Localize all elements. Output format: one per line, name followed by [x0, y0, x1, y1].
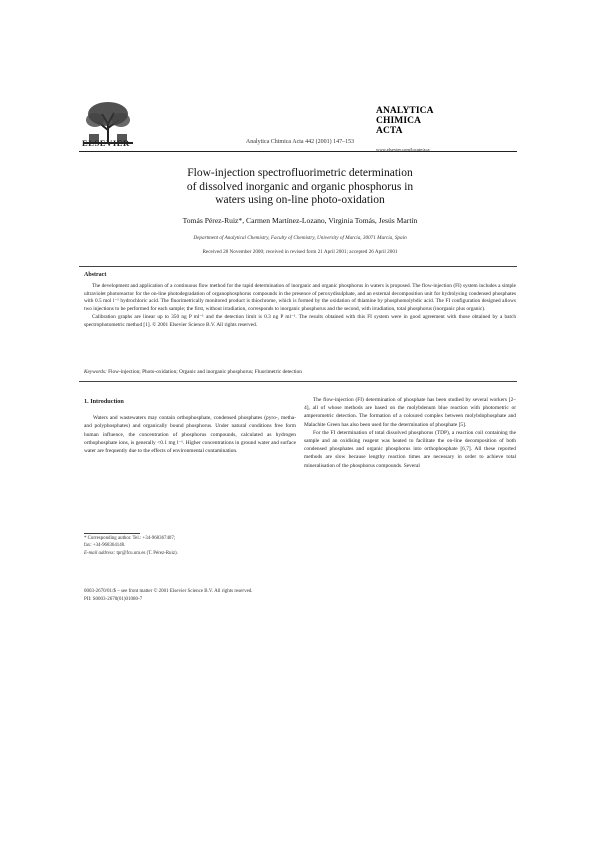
abstract-body — [84, 283, 516, 329]
journal-logo-line: ACTA — [376, 126, 403, 136]
header-rule — [79, 151, 517, 152]
footnotes — [84, 535, 296, 557]
section-heading-introduction: 1. Introduction — [84, 398, 124, 405]
front-matter-info — [84, 588, 253, 603]
title-line: Flow-injection spectrofluorimetric determination — [187, 167, 413, 179]
footnote-email — [84, 550, 296, 557]
title-line: waters using on-line photo-oxidation — [215, 194, 385, 206]
journal-logo-line: ANALYTICA — [376, 106, 434, 116]
email-value[interactable]: tpr@fcu.um.es (T. Pérez-Ruiz). — [116, 550, 178, 556]
abstract-heading: Abstract — [84, 272, 107, 278]
journal-url-link[interactable]: www.elsevier.com/locate/aca — [376, 147, 430, 152]
article-dates: Received 28 November 2000; received in revised form 21 April 2001; accepted 26 April 2001 — [202, 249, 398, 255]
left-column — [84, 398, 296, 455]
publisher-name: ELSEVIER — [82, 138, 130, 148]
journal-citation: Analytica Chimica Acta 442 (2001) 147–153 — [245, 139, 355, 145]
body-paragraph: For the FI determination of total dissolved phosphorus (TDP), a reaction coil containing the sample and an oxidising reagent was heated to facilitate the on-line decomposition of both condensed phosphates and organic phosphorus into orthophosphate [6,7]. All these reported methods are slow because lengthy reaction times are necessary in order to achieve total mineralisation of the phosphorus compounds. Several — [304, 429, 516, 469]
article-title — [90, 167, 510, 208]
journal-logo-block — [376, 106, 434, 152]
body-paragraph: Waters and wastewaters may contain orthophosphate, condensed phosphates (pyro-, metha- and polyphosphates) and organically bound phosphorus. Under natural conditions free form human influence, the concentration of phosphorus compounds, calculated as hydrogen orthophosphate ions, is generally <0.1 mg l⁻¹. Higher concentrations in ground water and surface water are frequently due to the effects of environmental contamination. — [84, 415, 296, 455]
right-column — [304, 396, 516, 470]
footnote-rule — [84, 533, 140, 534]
author-affiliation: Department of Analytical Chemistry, Faculty of Chemistry, University of Murcia, 30071 Murcia, Spain — [193, 235, 407, 241]
pii-line: PII: S0003-2670(01)01080-7 — [84, 596, 143, 602]
journal-logo-line: CHIMICA — [376, 116, 422, 126]
footnote-corresponding: * Corresponding author. Tel.: +34-968367407; — [84, 536, 176, 541]
body-paragraph: The flow-injection (FI) determination of phosphate has been studied by several workers [2–4], all of whose methods are based on the molybdenum blue reaction with photometric or amperometric detection. The formation of a coloured complex between molybdophosphate and Malachite Green has also been used for the determination of phosphate [5]. — [304, 397, 516, 428]
email-label: E-mail address: — [84, 550, 116, 556]
author-list: Tomás Pérez-Ruiz*, Carmen Martínez-Lozano, Virginia Tomás, Jesús Martín — [182, 216, 418, 225]
keywords-values: Flow-injection; Photo-oxidation; Organic and inorganic phosphorus; Fluorimetric detection — [108, 369, 302, 375]
keywords-rule — [79, 381, 517, 382]
abstract-paragraph: Calibration graphs are linear up to 350 ng P ml⁻¹ and the detection limit is 0.3 ng P ml⁻¹. The results obtained with this FI system were in good agreement with those obtained by a batch spectrophotometric method [1]. © 2001 Elsevier Science B.V. All rights reserved. — [84, 313, 516, 328]
abstract-top-rule — [79, 266, 517, 267]
issn-line: 0003-2670/01/$ – see front matter © 2001 Elsevier Science B.V. All rights reserved. — [84, 589, 253, 594]
keywords-line — [84, 369, 516, 375]
footnote-fax: fax: +34-968364148. — [84, 543, 126, 549]
title-line: of dissolved inorganic and organic phosphorus in — [186, 180, 414, 193]
abstract-paragraph: The development and application of a continuous flow method for the rapid determination of inorganic and organic phosphorus in waters is proposed. The flow-injection (FI) system includes a simple ultraviolet photoreactor for the on-line photodegradation of organophosphorus compounds in the presence of peroxydisulphate, and an external decomposition unit for hydrolysing condensed phosphates with 0.5 mol l⁻¹ hydrochloric acid. The fluorimetrically monitored product is thiochrome, which is formed by the oxidation of thiamine by phosphomolybdic acid. The FI configuration designed allows two injections to be performed for each sample; the first, without irradiation, corresponds to inorganic phosphorus and the second, with irradiation, total phosphorus (inorganic plus organic). — [84, 283, 516, 313]
keywords-label: Keywords: — [84, 369, 107, 375]
